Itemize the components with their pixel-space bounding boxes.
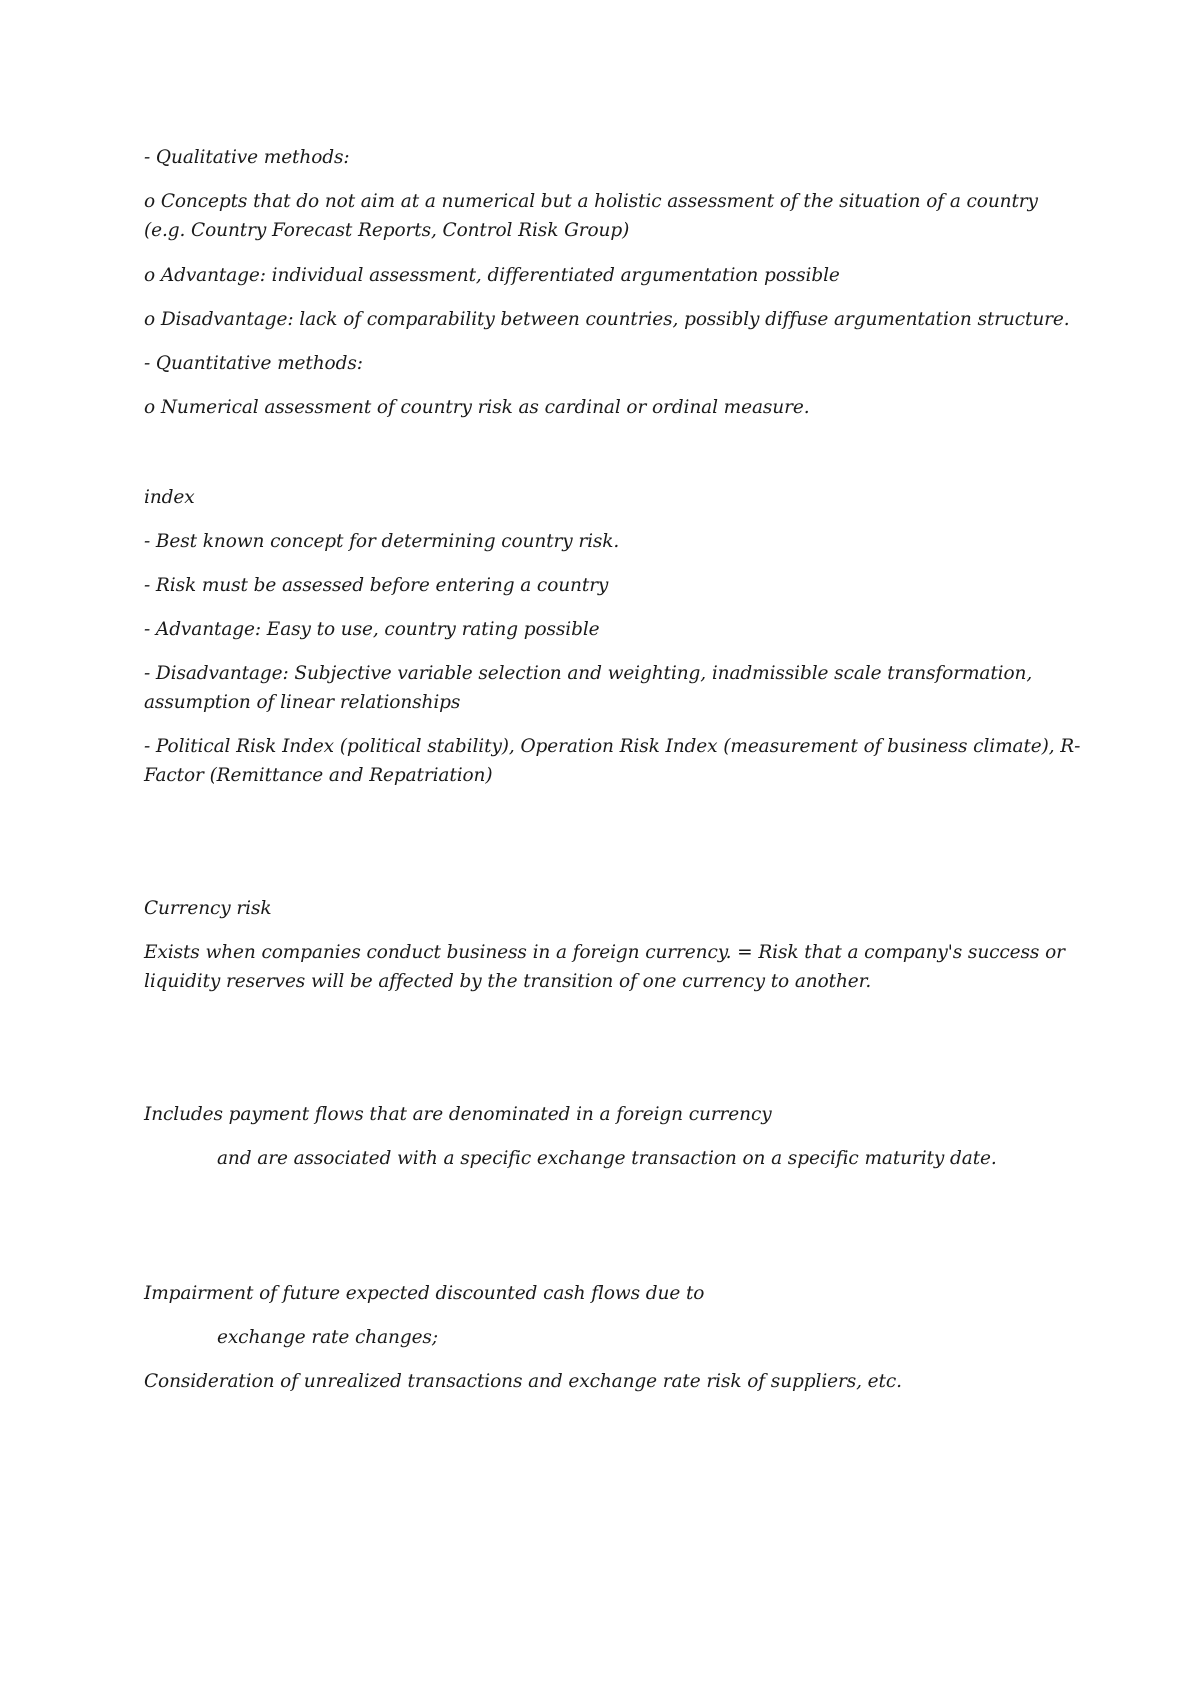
qualitative-concepts-item: o Concepts that do not aim at a numerical but a holistic assessment of the situation of a country (e.g. Country Forecast Reports, Control Risk Group): [144, 191, 1038, 241]
exchange-rate-changes-text: exchange rate changes;: [217, 1327, 438, 1348]
index-disadvantage-item: - Disadvantage: Subjective variable selection and weighting, inadmissible scale transformation, assumption of linear relationships: [144, 663, 1033, 713]
currency-risk-heading: Currency risk: [144, 898, 272, 919]
quantitative-numerical-item: o Numerical assessment of country risk as cardinal or ordinal measure.: [144, 397, 810, 418]
index-advantage-item: - Advantage: Easy to use, country rating possible: [144, 619, 600, 640]
payment-flows-text: Includes payment flows that are denominated in a foreign currency: [144, 1104, 772, 1125]
qualitative-methods-heading: - Qualitative methods:: [144, 147, 350, 168]
qualitative-advantage-item: o Advantage: individual assessment, differentiated argumentation possible: [144, 265, 840, 286]
index-risk-assessed-item: - Risk must be assessed before entering a country: [144, 575, 609, 596]
index-heading: index: [144, 487, 195, 508]
unrealized-transactions-text: Consideration of unrealized transactions and exchange rate risk of suppliers, etc.: [144, 1371, 902, 1392]
index-best-known-item: - Best known concept for determining country risk.: [144, 531, 620, 552]
currency-risk-definition: Exists when companies conduct business in a foreign currency. = Risk that a company's success or liquidity reserves will be affected by the transition of one currency to another.: [144, 942, 1065, 992]
index-political-risk-item: - Political Risk Index (political stability), Operation Risk Index (measurement of business climate), R- Factor (Remittance and Repatriation): [144, 736, 1081, 786]
exchange-transaction-text: and are associated with a specific exchange transaction on a specific maturity date.: [217, 1148, 997, 1169]
impairment-text: Impairment of future expected discounted cash flows due to: [144, 1283, 705, 1304]
qualitative-disadvantage-item: o Disadvantage: lack of comparability between countries, possibly diffuse argumentation structure.: [144, 309, 1070, 330]
quantitative-methods-heading: - Quantitative methods:: [144, 353, 363, 374]
